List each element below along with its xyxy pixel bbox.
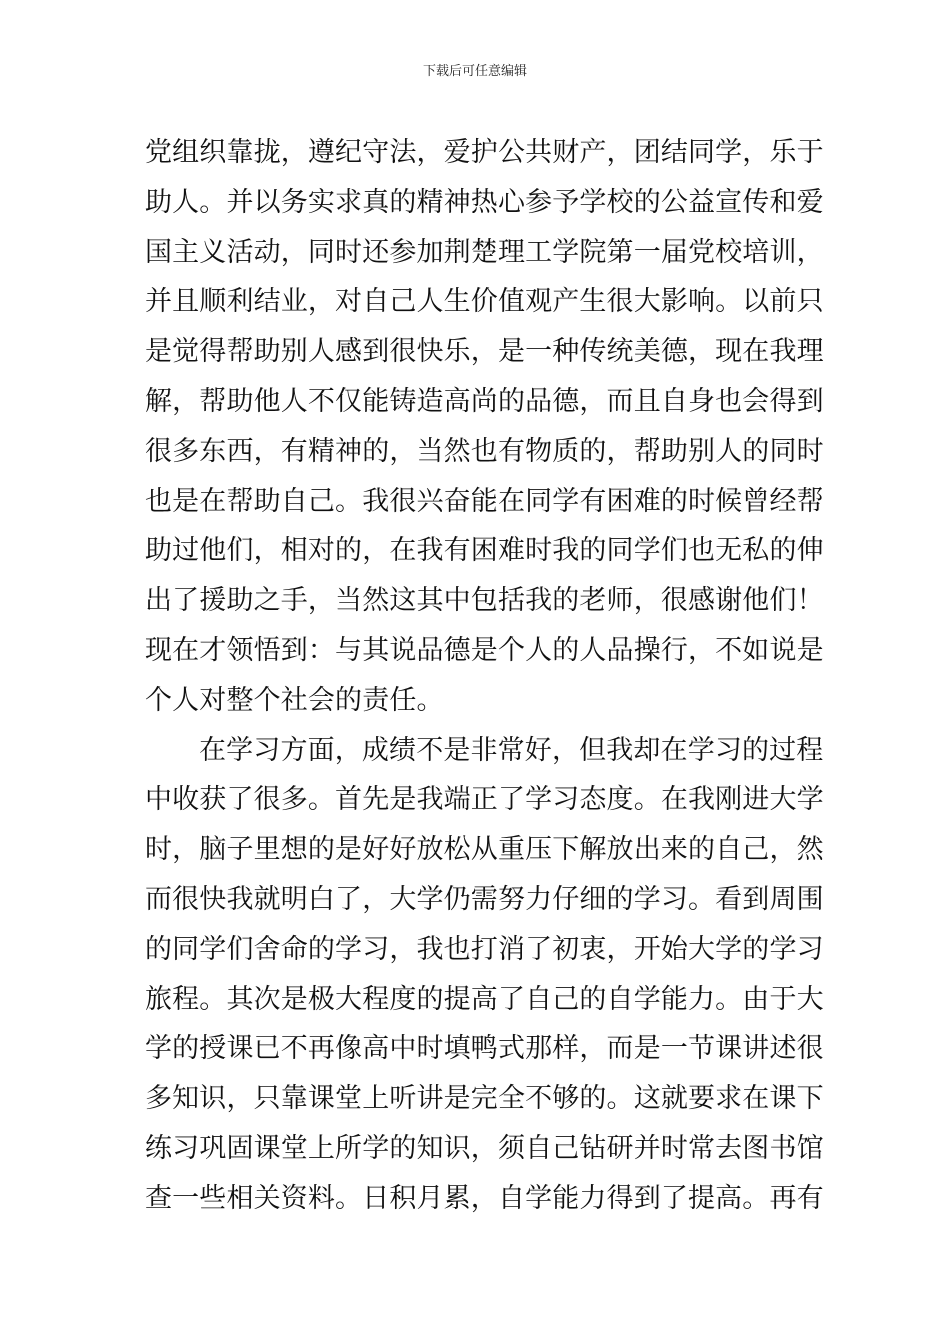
text-line: 的同学们舍命的学习，我也打消了初衷，开始大学的学习 [145,933,824,965]
text-line: 党组织靠拢，遵纪守法，爱护公共财产，团结同学，乐于 [145,137,824,168]
text-line: 助人。并以务实求真的精神热心参予学校的公益宣传和爱 [145,186,824,218]
page-header-note: 下载后可任意编辑 [422,64,527,79]
text-line: 查一些相关资料。日积月累，自学能力得到了提高。再有 [145,1182,824,1214]
text-line: 个人对整个社会的责任。 [145,684,444,716]
text-line: 旅程。其次是极大程度的提高了自己的自学能力。由于大 [145,983,824,1015]
text-line: 国主义活动，同时还参加荆楚理工学院第一届党校培训， [145,236,824,268]
text-line: 而很快我就明白了，大学仍需努力仔细的学习。看到周围 [145,883,824,915]
text-line: 学的授课已不再像高中时填鸭式那样，而是一节课讲述很 [145,1033,824,1065]
text-line: 出了援助之手，当然这其中包括我的老师，很感谢他们！ [145,585,824,617]
text-line: 很多东西，有精神的，当然也有物质的，帮助别人的同时 [145,435,824,467]
text-line: 解，帮助他人不仅能铸造高尚的品德，而且自身也会得到 [145,385,824,417]
text-line: 练习巩固课堂上所学的知识，须自己钻研并时常去图书馆 [145,1132,824,1164]
text-line: 并且顺利结业，对自己人生价值观产生很大影响。以前只 [145,286,824,318]
text-line: 现在才领悟到：与其说品德是个人的人品操行，不如说是 [145,634,824,666]
text-line: 多知识，只靠课堂上听讲是完全不够的。这就要求在课下 [145,1083,824,1115]
text-line: 中收获了很多。首先是我端正了学习态度。在我刚进大学 [145,784,824,816]
paragraph-start-line: 在学习方面，成绩不是非常好，但我却在学习的过程 [199,734,824,766]
text-line: 助过他们，相对的，在我有困难时我的同学们也无私的伸 [145,535,824,567]
text-line: 是觉得帮助别人感到很快乐，是一种传统美德，现在我理 [145,336,824,368]
document-body [145,128,824,1224]
text-line: 时，脑子里想的是好好放松从重压下解放出来的自己，然 [145,834,824,866]
text-line: 也是在帮助自己。我很兴奋能在同学有困难的时候曾经帮 [145,485,824,517]
